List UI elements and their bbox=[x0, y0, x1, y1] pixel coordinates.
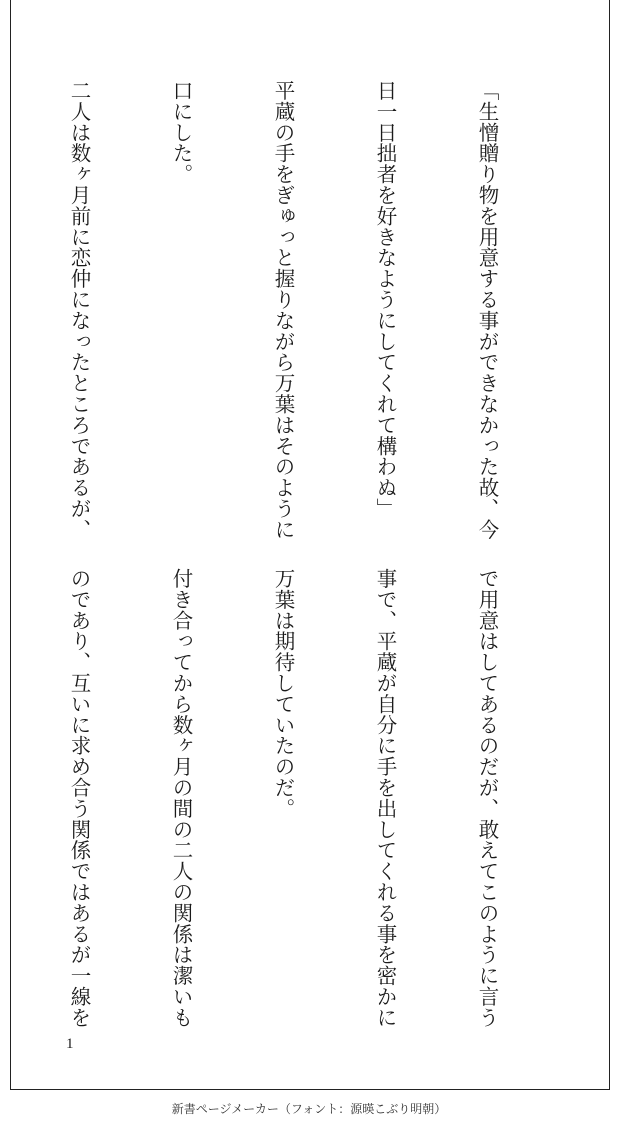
text-block-top bbox=[0, 80, 572, 540]
text-line: 平蔵の手をぎゅっと握りながら万葉はそのように bbox=[271, 80, 295, 540]
text-line: 事で、平蔵が自分に手を出してくれる事を密かに bbox=[373, 568, 397, 1028]
page bbox=[10, 0, 610, 1090]
text-line: 付き合ってから数ヶ月の間の二人の関係は潔いも bbox=[169, 568, 193, 1028]
page-number: 1 bbox=[66, 1036, 74, 1052]
text-line: 日一日拙者を好きなようにしてくれて構わぬ」 bbox=[373, 80, 397, 519]
text-line: 万葉は期待していたのだ。 bbox=[271, 568, 295, 819]
text-line: 「生憎贈り物を用意する事ができなかった故、今 bbox=[475, 80, 499, 540]
text-line: で用意はしてあるのだが、敢えてこのように言う bbox=[475, 568, 499, 1028]
text-line: のであり、互いに求め合う関係ではあるが一線を bbox=[67, 568, 91, 1028]
text-line: 口にした。 bbox=[169, 80, 193, 185]
footer-caption: 新書ページメーカー（フォント：源暎こぶり明朝） bbox=[171, 1102, 447, 1116]
text-line: 二人は数ヶ月前に恋仲になったところであるが、 bbox=[67, 80, 91, 540]
text-block-bottom bbox=[0, 568, 572, 1028]
